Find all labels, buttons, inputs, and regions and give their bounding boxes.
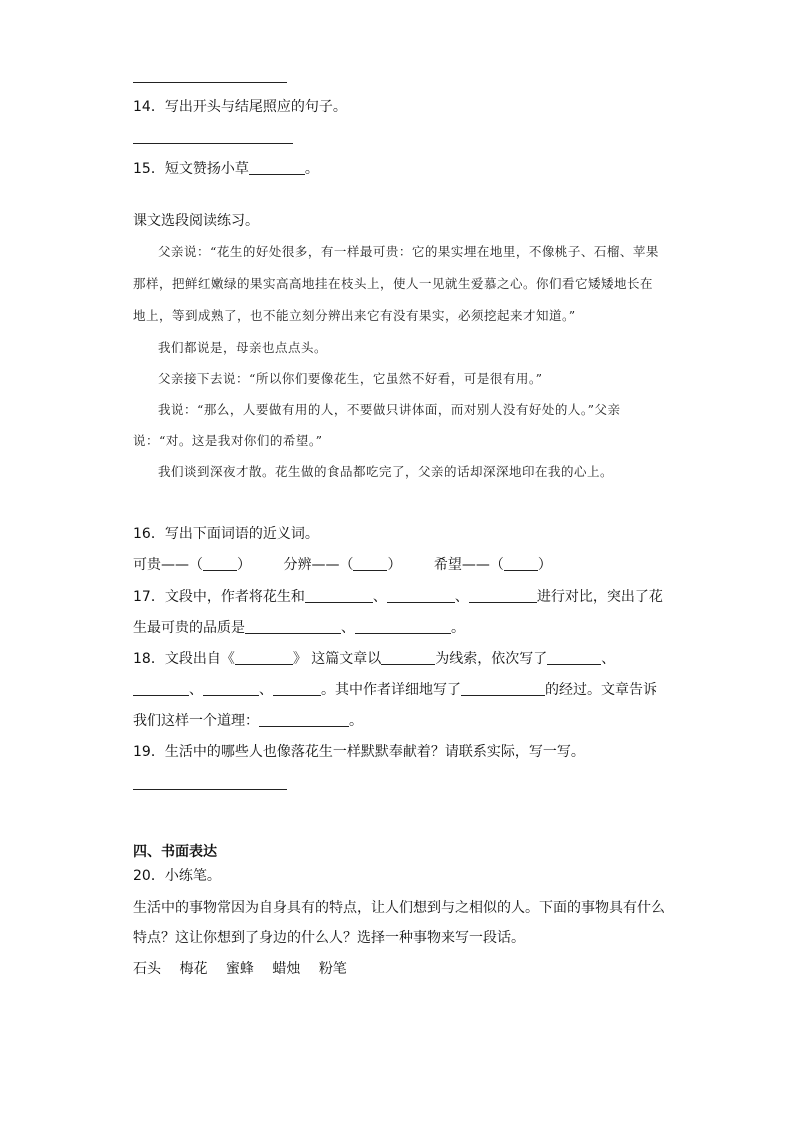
answer-blank-17-4[interactable] (245, 619, 341, 634)
question-20-line-2 (133, 928, 525, 948)
answer-blank-18-2[interactable] (381, 650, 435, 665)
question-18-text-b: 》 这篇文章以 (292, 651, 382, 667)
question-20-line-1 (133, 898, 665, 918)
passage-paragraph-3: 父亲接下去说：“所以你们要像花生，它虽然不好看，可是很有用。” (158, 371, 543, 386)
word-option-2: 梅花 (179, 961, 208, 977)
question-18-text-d: 。其中作者详细地写了 (321, 682, 461, 698)
synonym-word-1: 可贵——（ (133, 557, 203, 573)
question-20-title-text: 20．小练笔。 (133, 868, 221, 884)
question-14-text: 14．写出开头与结尾照应的句子。 (133, 99, 347, 115)
passage-paragraph-5: 我们谈到深夜才散。花生做的食品都吃完了，父亲的话却深深地印在我的心上。 (158, 464, 614, 479)
question-17-sep-1: 、 (372, 589, 387, 605)
question-20-text-1: 生活中的事物常因为自身具有的特点，让人们想到与之相似的人。下面的事物具有什么 (133, 900, 665, 916)
question-18-sep-a: 、 (189, 682, 203, 698)
question-20-title (133, 866, 221, 886)
answer-blank-18-3[interactable] (547, 650, 601, 665)
answer-blank-17-3[interactable] (469, 588, 537, 603)
answer-blank-18-1[interactable] (235, 650, 293, 665)
answer-blank-18-8[interactable] (259, 712, 349, 727)
answer-blank-18-7[interactable] (461, 681, 545, 696)
word-option-3: 蜜蜂 (225, 961, 254, 977)
question-17-line-2 (133, 618, 465, 638)
answer-line-13[interactable] (133, 82, 287, 83)
synonym-word-3: 希望——（ (433, 557, 504, 573)
synonym-close-3: ） (537, 557, 552, 573)
question-17-line-1 (133, 587, 663, 607)
question-15-text: 15．短文赞扬小草 (133, 161, 249, 177)
question-16 (133, 524, 319, 544)
question-17-text-b: 进行对比，突出了花 (536, 589, 663, 605)
answer-blank-18-4[interactable] (133, 681, 189, 696)
question-17-end: 。 (451, 620, 465, 636)
answer-blank-18-5[interactable] (203, 681, 259, 696)
question-16-text: 16．写出下面词语的近义词。 (133, 526, 319, 542)
word-option-1: 石头 (133, 961, 161, 977)
question-18-text-a: 18．文段出自《 (133, 651, 235, 667)
question-17-sep-3: 、 (341, 620, 355, 636)
synonym-word-2: 分辨——（ (283, 557, 354, 573)
synonym-blank-3[interactable] (504, 556, 538, 571)
answer-line-19[interactable] (133, 789, 287, 790)
passage-paragraph-2: 我们都说是，母亲也点点头。 (158, 340, 328, 355)
passage-paragraph-4: 我说：“那么，人要做有用的人，不要做只讲体面，而对别人没有好处的人。”父亲说：“对。这是我对你们的希望。” (133, 402, 621, 448)
section-4-heading (133, 842, 217, 862)
question-18-sep-b: 、 (259, 682, 273, 698)
section-4-heading-text: 四、书面表达 (133, 844, 217, 860)
reading-title (133, 211, 259, 231)
question-15 (133, 159, 319, 179)
synonym-item-3 (434, 557, 552, 573)
answer-blank-17-5[interactable] (355, 619, 451, 634)
question-19 (133, 742, 585, 762)
synonym-blank-1[interactable] (203, 556, 237, 571)
question-18-line-1 (133, 649, 615, 669)
synonym-close-2: ） (387, 557, 402, 573)
answer-blank-18-6[interactable] (273, 681, 321, 696)
question-16-items (133, 555, 580, 575)
question-20-text-2: 特点？这让你想到了身边的什么人？选择一种事物来写一段话。 (133, 930, 525, 946)
question-19-text: 19．生活中的哪些人也像落花生一样默默奉献着？请联系实际，写一写。 (133, 744, 585, 760)
synonym-close-1: ） (237, 557, 251, 573)
question-20-words (133, 959, 361, 979)
question-18-line-2 (133, 680, 657, 700)
answer-blank-15[interactable] (249, 160, 305, 175)
synonym-blank-2[interactable] (353, 556, 387, 571)
answer-line-14[interactable] (133, 143, 293, 144)
question-18-line-3 (133, 711, 363, 731)
question-17-sep-2: 、 (454, 589, 469, 605)
synonym-item-1 (133, 557, 251, 573)
question-18-end: 。 (349, 713, 363, 729)
answer-blank-17-1[interactable] (305, 588, 373, 603)
question-14 (133, 97, 347, 117)
synonym-item-2 (283, 557, 401, 573)
answer-blank-17-2[interactable] (387, 588, 455, 603)
question-18-text-c: 为线索，依次写了 (435, 651, 548, 667)
question-18-text-f: 我们这样一个道理： (133, 713, 259, 729)
question-15-end: 。 (304, 161, 319, 177)
question-18-text-e: 的经过。文章告诉 (545, 682, 657, 698)
reading-passage (133, 236, 663, 487)
question-17-text-c: 生最可贵的品质是 (133, 620, 245, 636)
question-18-sep-d: 、 (601, 651, 616, 667)
word-option-4: 蜡烛 (272, 961, 301, 977)
question-17-text-a: 17．文段中，作者将花生和 (133, 589, 305, 605)
reading-title-text: 课文选段阅读练习。 (133, 213, 259, 229)
passage-paragraph-1: 父亲说：“花生的好处很多，有一样最可贵：它的果实埋在地里，不像桃子、石榴、苹果那样，把鲜红嫩绿的果实高高地挂在枝头上，使人一见就生爱慕之心。你们看它矮矮地长在地上，等到成熟了，也不能立刻分辨出来它有没有果实，必须挖起来才知道。” (133, 244, 659, 323)
word-option-5: 粉笔 (318, 961, 347, 977)
